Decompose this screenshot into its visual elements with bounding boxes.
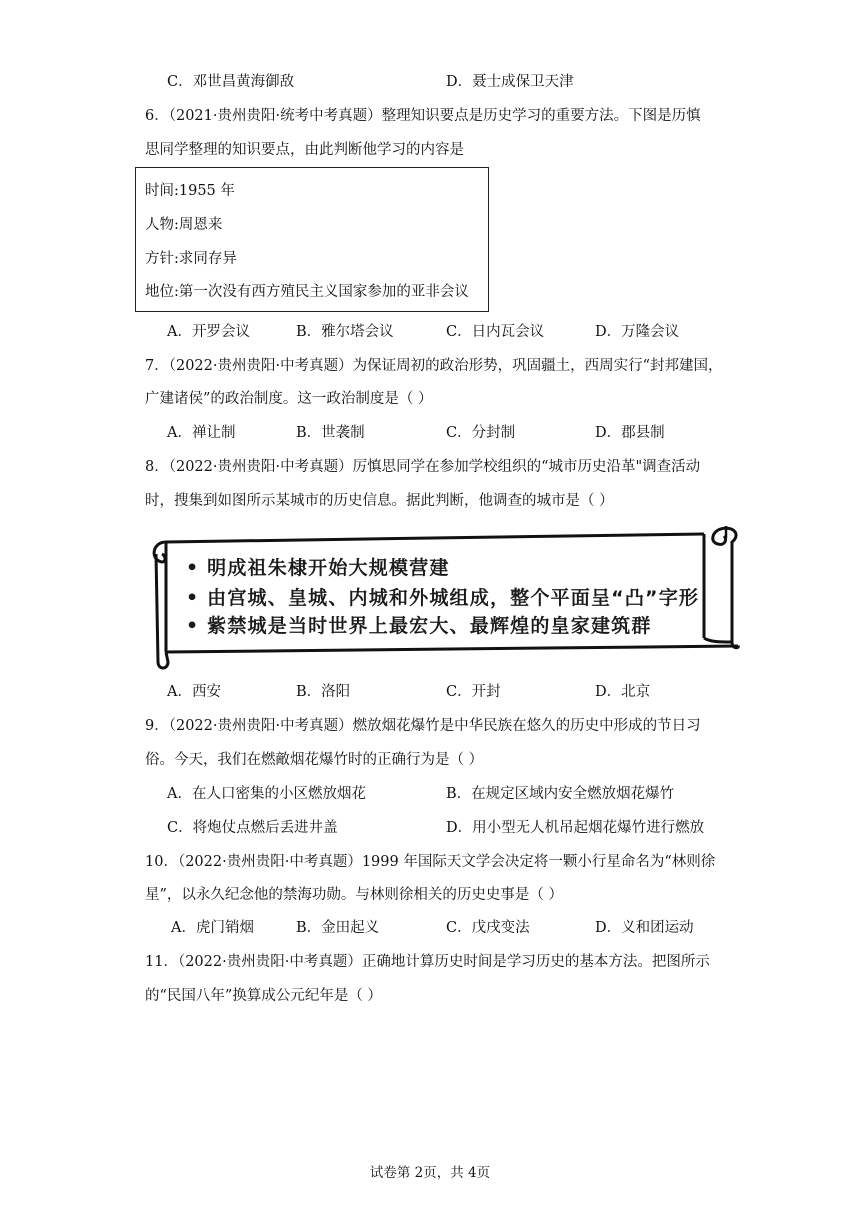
q10-stem-line1: 10．（2022·贵州贵阳·中考真题）1999 年国际天文学会决定将一颗小行星命名为“林则徐 — [145, 854, 716, 870]
q7-stem-line2: 广建诸侯”的政治制度。这一政治制度是（ ） — [145, 391, 433, 407]
q8-stem-line2: 时，搜集到如图所示某城市的历史信息。据此判断，他调查的城市是（ ） — [145, 493, 614, 509]
q6-stem-line1: 6．（2021·贵州贵阳·统考中考真题）整理知识要点是历史学习的重要方法。下图是历慎 — [145, 108, 701, 124]
q6-stem-line2: 思同学整理的知识要点，由此判断他学习的内容是 — [145, 142, 464, 158]
q6-option-a: A．开罗会议 — [167, 324, 250, 340]
page-footer: 试卷第 2页，共 4页 — [369, 1165, 491, 1181]
q9-option-b: B．在规定区域内安全燃放烟花爆竹 — [446, 786, 675, 802]
q6-option-d: D．万隆会议 — [595, 324, 680, 340]
knowledge-status: 地位:第一次没有西方殖民主义国家参加的亚非会议 — [145, 284, 469, 300]
knowledge-time: 时间:1955 年 — [145, 183, 235, 199]
q10-option-d: D．义和团运动 — [595, 920, 694, 936]
knowledge-person: 人物:周恩来 — [145, 217, 223, 233]
knowledge-policy: 方针:求同存异 — [145, 251, 237, 267]
q11-stem-line1: 11．（2022·贵州贵阳·中考真题）正确地计算历史时间是学习历史的基本方法。把图所示 — [145, 954, 710, 970]
q7-option-c: C．分封制 — [446, 425, 516, 441]
q7-option-d: D．郡县制 — [595, 425, 665, 441]
q7-option-b: B．世袭制 — [296, 425, 365, 441]
q8-option-d: D．北京 — [595, 684, 651, 700]
q10-option-c: C．戊戌变法 — [446, 920, 530, 936]
q8-stem-line1: 8．（2022·贵州贵阳·中考真题）厉慎思同学在参加学校组织的“城市历史沿革"调查活动 — [145, 459, 701, 475]
q5-option-c: C．邓世昌黄海御敌 — [167, 74, 295, 90]
q10-option-b: B．金田起义 — [296, 920, 380, 936]
q9-stem-line2: 俗。今天，我们在燃敵烟花爆竹时的正确行为是（ ） — [145, 752, 484, 768]
q8-option-a: A．西安 — [167, 684, 221, 700]
q9-option-a: A．在人口密集的小区燃放烟花 — [167, 786, 366, 802]
q6-option-c: C．日内瓦会议 — [446, 324, 545, 340]
q9-stem-line1: 9．（2022·贵州贵阳·中考真题）燃放烟花爆竹是中华民族在悠久的历史中形成的节日习 — [145, 718, 701, 734]
q6-option-b: B．雅尔塔会议 — [296, 324, 394, 340]
knowledge-points-box — [135, 167, 489, 312]
scroll-item-3: • 紫禁城是当时世界上最宏大、最辉煌的皇家建筑群 — [186, 615, 652, 637]
q8-option-b: B．洛阳 — [296, 684, 351, 700]
scroll-item-2: • 由宫城、皇城、内城和外城组成，整个平面呈“凸”字形 — [186, 587, 700, 609]
q8-option-c: C．开封 — [446, 684, 501, 700]
q11-stem-line2: 的“民国八年”换算成公元纪年是（ ） — [145, 988, 382, 1004]
scroll-item-1: • 明成祖朱棣开始大规模营建 — [186, 557, 450, 579]
q5-option-d: D．聂士成保卫天津 — [446, 74, 574, 90]
q10-option-a: A．虎门销烟 — [171, 920, 254, 936]
q7-stem-line1: 7．（2022·贵州贵阳·中考真题）为保证周初的政治形势，巩固疆土，西周实行“封邦建国， — [145, 358, 723, 374]
q9-option-c: C．将炮仗点燃后丢进井盖 — [167, 820, 338, 836]
q7-option-a: A．禅让制 — [167, 425, 236, 441]
q10-stem-line2: 星”，以永久纪念他的禁海功勋。与林则徐相关的历史史事是（ ） — [145, 887, 564, 903]
q9-option-d: D．用小型无人机吊起烟花爆竹进行燃放 — [446, 820, 705, 836]
